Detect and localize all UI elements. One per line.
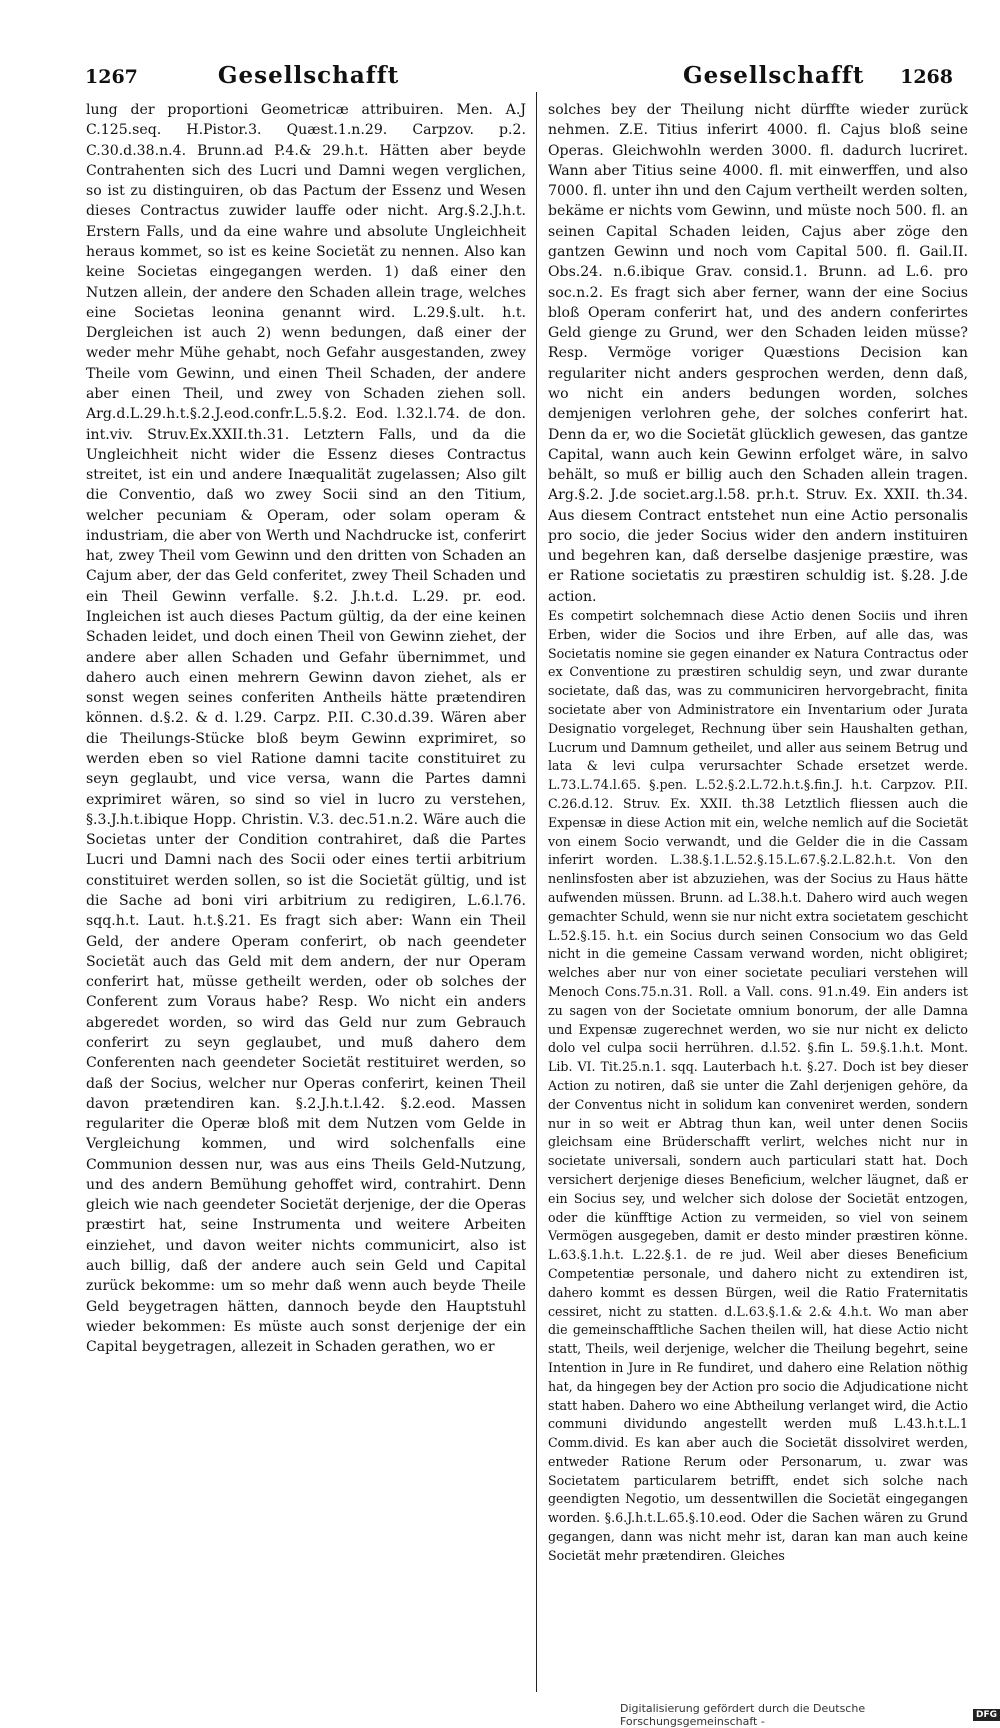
left-page-header (85, 62, 525, 96)
right-column-paragraph-1: solches bey der Theilung nicht dürffte wieder zurück nehmen. Z.E. Titius inferirt 4000. fl. Cajus bloß seine Operas. Gleichwohln werden 3000. fl. dadurch lucriret. Wann aber Titius seine 4000. fl. mit einwerffen, und also 7000. fl. unter ihn und den Cajum vertheilt werden solten, bekäme er nichts vom Gewinn, und müste noch 500. fl. an seinen Capital Schaden leiden, Cajus aber zöge den gantzen Gewinn und noch vom Capital 500. fl. Gail.II. Obs.24. n.6.ibique Grav. consid.1. Brunn. ad L.6. pro soc.n.2. Es fragt sich aber ferner, wann der eine Socius bloß Operam conferirt hat, und des andern conferirtes Geld gienge zu Grund, wer den Schaden leiden müsse? Resp. Vermöge voriger Quæstions Decision kan regulariter nicht anders gesprochen werden, denn daß, wo nicht ein anders bedungen worden, solches demjenigen verlohren gehe, der solches conferirt hat. Denn da er, wo die Societät glücklich gewesen, das gantze Capital, wann auch kein Gewinn erfolget wäre, in salvo behält, so muß er billig auch den Schaden allein tragen. Arg.§.2. J.de societ.arg.l.58. pr.h.t. Struv. Ex. XXII. th.34. Aus diesem Contract entstehet nun eine Actio personalis pro socio, die jeder Socius wider den andern instituiren und begehren kan, daß derselbe dasjenige præstire, was er Ratione societatis zu præstiren schuldig ist. §.28. J.de action. (548, 102, 968, 605)
right-running-title: Gesellschafft (683, 62, 865, 89)
left-column-paragraph: lung der proportioni Geometricæ attribuiren. Men. A.J C.125.seq. H.Pistor.3. Quæst.1.n.29. Carpzov. p.2. C.30.d.38.n.4. Brunn.ad P.4.& 29.h.t. Hätten aber beyde Contrahenten sich des Lucri und Damni wegen verglichen, so ist zu distinguiren, ob das Pactum der Essenz und Wesen dieses Contractus zuwider lauffe oder nicht. Arg.§.2.J.h.t. Erstern Falls, und da eine wahre und absolute Ungleichheit heraus kommet, so ist es keine Societät zu nennen. Also kan keine Societas eingegangen werden. 1) daß einer den Nutzen allein, der andere den Schaden allein trage, welches eine Societas leonina genannt wird. L.29.§.ult. h.t. Dergleichen ist auch 2) wenn bedungen, daß einer der weder mehr Mühe gehabt, noch Gefahr ausgestanden, zwey Theile vom Gewinn, und einen Theil Schaden, der andere aber einen Theil, und zwey von Schaden ziehen soll. Arg.d.L.29.h.t.§.2.J.eod.confr.L.5.§.2. Eod. l.32.l.74. de don. int.viv. Struv.Ex.XXII.th.31. Letztern Falls, und da die Ungleichheit nicht wider die Essenz dieses Contractus streitet, ist ein und andere Inæqualität zugelassen; Also gilt die Conventio, daß wo zwey Socii sind an den Titium, welcher pecuniam & Operam, oder solam operam & industriam, die aber von Werth und Nachdrucke ist, conferirt hat, zwey Theil vom Gewinn und den dritten von Schaden an Cajum aber, der das Geld conferitet, zwey Theil Schaden und ein Theil Gewinn verfalle. §.2. J.h.t.d. L.29. pr. eod. Ingleichen ist auch dieses Pactum gültig, da der eine keinen Schaden leidet, und doch einen Theil von Gewinn ziehet, der andere aber allen Schaden und Gefahr übernimmet, und dahero auch einen mehrern Gewinn davon ziehet, als er sonst wegen seines conferiten Antheils hätte prætendiren können. d.§.2. & d. l.29. Carpz. P.II. C.30.d.39. Wären aber die Theilungs-Stücke bloß beym Gewinn exprimiret, so werden eben so viel Ratione damni tacite constituiret zu seyn geglaubt, und vice versa, wann die Partes damni exprimiret wären, so sind so viel in lucro zu verstehen, §.3.J.h.t.ibique Hopp. Christin. V.3. dec.51.n.2. Wäre auch die Societas unter der Condition contrahiret, daß die Partes Lucri und Damni nach des Socii oder eines tertii arbitrium constituiret werden sollen, so ist die Societät gültig, und ist die Sache ad boni viri arbitrium zu redigiren, L.6.l.76. sqq.h.t. Laut. h.t.§.21. Es fragt sich aber: Wann ein Theil Geld, der andere Operam conferirt, ob nach geendeter Societät auch das Geld mit dem andern, der nur Operam conferirt hat, müsse getheilt werden, oder ob solches der Conferent zum Voraus habe? Resp. Wo nicht ein anders abgeredet worden, so wird das Geld nur zum Gebrauch conferirt zu seyn geglaubet, und muß dahero dem Conferenten nach geendeter Societät restituiret werden, so daß der Socius, welcher nur Operas conferirt, keinen Theil davon prætendiren kan. §.2.J.h.t.l.42. §.2.eod. Massen regulariter die Operæ bloß mit dem Nutzen vom Gelde in Vergleichung kommen, und wird solchenfalls eine Communion dessen nur, was aus eins Theils Geld-Nutzung, und des andern Bemühung gehoffet wird, contrahirt. Denn gleich wie nach geendeter Societät derjenige, der die Operas præstirt hat, seine Instrumenta und weitere Arbeiten einziehet, und davon weiter nichts communicirt, also ist auch billig, daß der andere auch sein Geld und Capital zurück bekomme: um so mehr daß wenn auch beyde Theile Geld beygetragen hätten, dannoch beyde den Hauptstuhl wieder bekommen: Es müste auch sonst derjenige der ein Capital beygetragen, allezeit in Schaden gerathen, wo er (86, 102, 526, 1356)
column-divider (536, 92, 537, 1692)
dfg-logo: DFG (973, 1709, 1000, 1721)
right-page-number: 1268 (900, 66, 953, 88)
right-column-paragraph-2: Es competirt solchemnach diese Actio denen Sociis und ihren Erben, wider die Socios und ihre Erben, auf alle das, was Societatis nomine sie gegen einander ex Natura Contractus oder ex Conventione zu præstiren schuldig seyn, und zwar durante societate, daß das, was zu communiciren hervorgebracht, finita societate aber von Administratore ein Inventarium oder Jurata Designatio vorgeleget, Rechnung über sein Haushalten gethan, Lucrum und Damnum getheilet, und aller aus seinem Betrug und lata & levi culpa verursachter Schade ersetzet werde. L.73.L.74.l.65. §.pen. L.52.§.2.L.72.h.t.§.fin.J. h.t. Carpzov. P.II. C.26.d.12. Struv. Ex. XXII. th.38 Letztlich fliessen auch die Expensæ in diese Action mit ein, welche nemlich auf die Societät von einem Socio verwandt, und die Gelder die in die Cassam inferirt worden. L.38.§.1.L.52.§.15.L.67.§.2.L.82.h.t. Von den nenlinsfosten aber ist abzuziehen, was der Socius zu Haus hätte aufwenden müssen. Brunn. ad L.38.h.t. Dahero wird auch wegen gemachter Schuld, wenn sie nur nicht extra societatem geschicht L.52.§.15. h.t. ein Socius durch seinen Consocium wo das Geld nicht in die gemeine Cassam verwand worden, nicht obligiret; welches aber nur von einer societate peculiari verstehen will Menoch Cons.75.n.31. Roll. a Vall. cons. 91.n.49. Ein anders ist zu sagen von der Societate omnium bonorum, der alle Damna und Expensæ zugerechnet werden, wo sie nur nicht ex delicto dolo vel culpa socii herrühren. d.l.52. §.fin L. 59.§.1.h.t. Mont. Lib. VI. Tit.25.n.1. sqq. Lauterbach h.t. §.27. Doch ist bey dieser Action zu notiren, daß sie unter die Zahl derjenigen gehöre, da der Conventus nicht in solidum kan conveniret werden, sondern nur in so weit er Abtrag thun kan, weil unter denen Sociis gleichsam eine Brüderschafft verlirt, welches nicht nur in societate universali, sondern auch particulari statt hat. Doch versichert derjenige dieses Beneficium, welcher läugnet, daß er ein Socius sey, und welcher sich dolose der Societät entzogen, oder die künfftige Action zu vermeiden, so viel von seinem Vermögen ausgegeben, damit er desto minder præstiren könne. L.63.§.1.h.t. L.22.§.1. de re jud. Weil aber dieses Beneficium Competentiæ personale, und dahero nicht zu extendiren ist, dahero kommt es dessen Bürgen, weil die Ratio Fraternitatis cessiret, nicht zu statten. d.L.63.§.1.& 2.& 4.h.t. Wo man aber die gemeinschafftliche Sachen theilen will, hat diese Actio nicht statt, Theils, weil derjenige, welcher die Theilung begehrt, seine Intention in Jure in Re fundiret, und dahero eine Relation nöthig hat, da hingegen bey der Action pro socio die Adjudicatione nicht statt haben. Dahero wo eine Abtheilung verlanget wird, die Actio communi dividundo angestellt werden muß L.43.h.t.L.1 Comm.divid. Es kan aber auch die Societät dissolviret werden, entweder Ratione Rerum oder Personarum, u. zwar was Societatem particularem betrifft, endet sich solche nach geendigten Negotio, um dessentwillen die Societät eingegangen worden. §.6.J.h.t.L.65.§.10.eod. Oder die Sachen wären zu Grund gegangen, dann was nicht mehr ist, daran kan man auch keine Societät mehr prætendiren. Gleiches (548, 608, 968, 1563)
left-page-number: 1267 (85, 66, 138, 88)
left-text-column (86, 100, 526, 1680)
left-running-title: Gesellschafft (217, 62, 400, 89)
right-text-column (548, 100, 968, 1680)
digitization-footer (620, 1702, 1000, 1728)
right-page-header (553, 62, 953, 96)
footer-credit-text: Digitalisierung gefördert durch die Deutsche Forschungsgemeinschaft - (620, 1702, 866, 1728)
